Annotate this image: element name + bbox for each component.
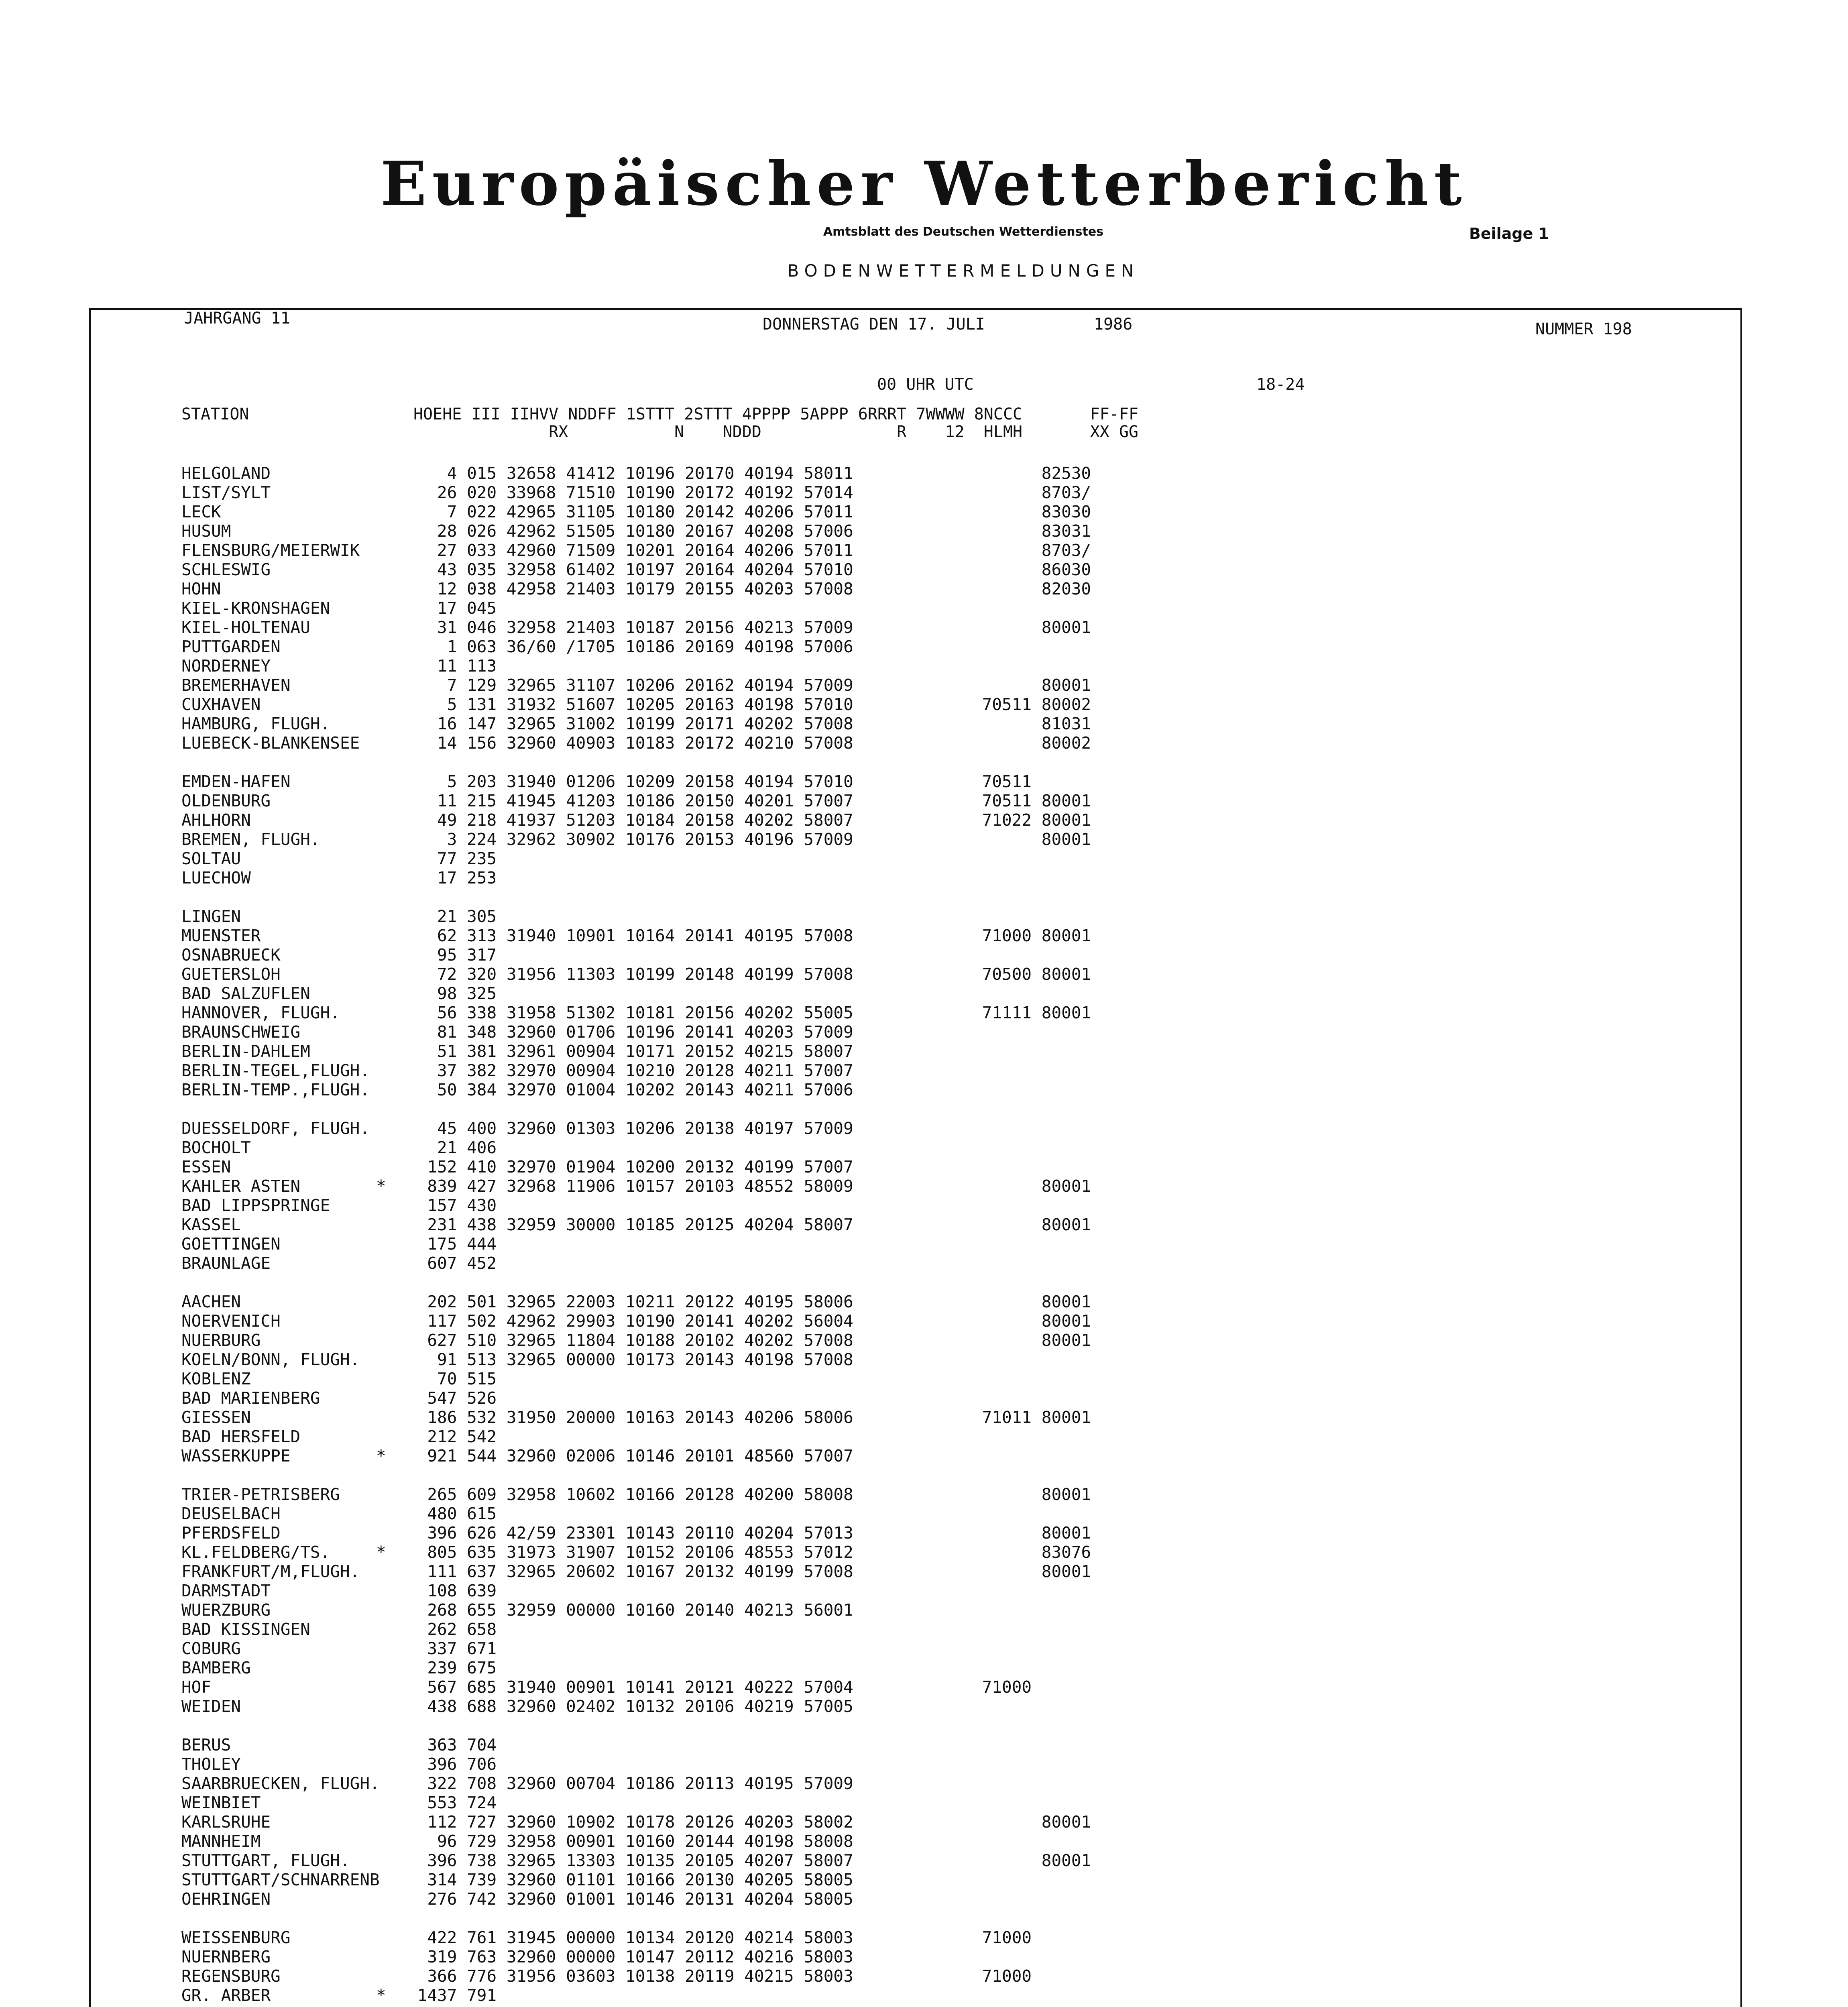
table-row — [181, 1600, 1546, 1620]
table-row — [181, 1177, 1546, 1196]
observation-codes: 547 526 — [407, 1388, 497, 1408]
observation-codes: 37 382 32970 00904 10210 20128 40211 57007 — [407, 1061, 853, 1080]
observation-codes: 21 406 — [407, 1138, 497, 1157]
station-name: KOELN/BONN, FLUGH. — [181, 1350, 360, 1369]
table-row — [181, 541, 1546, 560]
observation-codes: 72 320 31956 11303 10199 20148 40199 57008 70500 80001 — [407, 965, 1091, 984]
observation-codes: 95 317 — [407, 945, 497, 965]
table-row — [181, 579, 1546, 598]
station-name: AACHEN — [181, 1292, 241, 1311]
report-year: 1986 — [1094, 315, 1133, 334]
table-row — [181, 1928, 1546, 1947]
table-row — [181, 907, 1546, 926]
observation-codes: 14 156 32960 40903 10183 20172 40210 57008 80002 — [407, 733, 1091, 753]
table-row — [181, 1311, 1546, 1331]
station-name: FRANKFURT/M,FLUGH. — [181, 1562, 360, 1581]
observation-codes: 49 218 41937 51203 10184 20158 40202 58007 71022 80001 — [407, 810, 1091, 830]
station-name: HANNOVER, FLUGH. — [181, 1003, 340, 1022]
table-row — [181, 1947, 1546, 1966]
observation-codes: 396 706 — [407, 1755, 497, 1774]
station-name: BAD LIPPSPRINGE — [181, 1196, 330, 1215]
observation-codes: 108 639 — [407, 1581, 497, 1600]
column-subheaders: RX N NDDD R 12 HLMH XX GG — [181, 423, 1139, 441]
station-name: KIEL-KRONSHAGEN — [181, 598, 330, 618]
station-name: HUSUM — [181, 521, 231, 541]
station-name: TRIER-PETRISBERG — [181, 1485, 340, 1504]
station-name: MUENSTER — [181, 926, 261, 945]
observation-codes: 7 022 42965 31105 10180 20142 40206 57011 83030 — [407, 502, 1091, 521]
station-name: BAD HERSFELD — [181, 1427, 301, 1446]
column-headers: STATION HOEHE III IIHVV NDDFF 1STTT 2STTT 4PPPP 5APPP 6RRRT 7WWWW 8NCCC FF-FF — [181, 405, 1139, 423]
table-row — [181, 1504, 1546, 1523]
table-row — [181, 656, 1546, 676]
observation-codes: 7 129 32965 31107 10206 20162 40194 57009 80001 — [407, 676, 1091, 695]
station-name: GIESSEN — [181, 1408, 251, 1427]
station-name: KAHLER ASTEN — [181, 1177, 301, 1196]
observation-codes: 314 739 32960 01101 10166 20130 40205 58005 — [407, 1870, 853, 1889]
station-name: NUERBURG — [181, 1331, 261, 1350]
observation-codes: 98 325 — [407, 984, 497, 1003]
station-name: BREMERHAVEN — [181, 676, 291, 695]
observation-codes: 202 501 32965 22003 10211 20122 40195 58006 80001 — [407, 1292, 1091, 1311]
observation-codes: 265 609 32958 10602 10166 20128 40200 58008 80001 — [407, 1485, 1091, 1504]
station-name: KARLSRUHE — [181, 1812, 271, 1832]
table-row — [181, 1369, 1546, 1388]
observation-codes: 422 761 31945 00000 10134 20120 40214 58003 71000 — [407, 1928, 1032, 1947]
table-row — [181, 1408, 1546, 1427]
station-name: BAD KISSINGEN — [181, 1620, 310, 1639]
station-name: BAMBERG — [181, 1658, 251, 1677]
table-row — [181, 1562, 1546, 1581]
table-row — [181, 1215, 1546, 1234]
station-name: SAARBRUECKEN, FLUGH. — [181, 1774, 380, 1793]
observation-codes: 77 235 — [407, 849, 497, 868]
table-row — [181, 1292, 1546, 1311]
mountain-station-mark: * — [376, 1177, 386, 1196]
table-row — [181, 1793, 1546, 1812]
table-row — [181, 502, 1546, 521]
station-name: COBURG — [181, 1639, 241, 1658]
station-name: OEHRINGEN — [181, 1889, 271, 1909]
observation-codes: 627 510 32965 11804 10188 20102 40202 57008 80001 — [407, 1331, 1091, 1350]
table-row — [181, 1812, 1546, 1832]
observation-codes: 62 313 31940 10901 10164 20141 40195 57008 71000 80001 — [407, 926, 1091, 945]
table-row — [181, 1966, 1546, 1986]
station-name: HOF — [181, 1677, 212, 1697]
station-name: OLDENBURG — [181, 791, 271, 810]
table-row — [181, 676, 1546, 695]
station-name: STUTTGART/SCHNARRENB — [181, 1870, 380, 1889]
table-row — [181, 1446, 1546, 1466]
station-name: BRAUNSCHWEIG — [181, 1022, 301, 1042]
table-row — [181, 1986, 1546, 2005]
station-name: MANNHEIM — [181, 1832, 261, 1851]
observation-codes: 839 427 32968 11906 10157 20103 48552 58009 80001 — [407, 1177, 1091, 1196]
observation-codes: 96 729 32958 00901 10160 20144 40198 58008 — [407, 1832, 853, 1851]
table-row — [181, 733, 1546, 753]
observation-codes: 322 708 32960 00704 10186 20113 40195 57009 — [407, 1774, 853, 1793]
observation-codes: 363 704 — [407, 1735, 497, 1755]
station-name: WASSERKUPPE — [181, 1446, 291, 1466]
observation-codes: 553 724 — [407, 1793, 497, 1812]
observation-codes: 45 400 32960 01303 10206 20138 40197 57009 — [407, 1119, 853, 1138]
station-name: BERUS — [181, 1735, 231, 1755]
table-row — [181, 464, 1546, 483]
station-name: PUTTGARDEN — [181, 637, 281, 656]
observation-codes: 921 544 32960 02006 10146 20101 48560 57007 — [407, 1446, 853, 1466]
observation-codes: 5 203 31940 01206 10209 20158 40194 57010 70511 — [407, 772, 1032, 791]
station-name: NOERVENICH — [181, 1311, 281, 1331]
table-row — [181, 714, 1546, 733]
section-title: BODENWETTERMELDUNGEN — [787, 261, 1140, 281]
table-row — [181, 1523, 1546, 1543]
station-name: BRAUNLAGE — [181, 1254, 271, 1273]
observation-codes: 607 452 — [407, 1254, 497, 1273]
observation-codes: 111 637 32965 20602 10167 20132 40199 57008 80001 — [407, 1562, 1091, 1581]
table-row — [181, 1870, 1546, 1889]
report-date: DONNERSTAG DEN 17. JULI — [763, 315, 985, 334]
table-row — [181, 1832, 1546, 1851]
table-row — [181, 1735, 1546, 1755]
table-row — [181, 1331, 1546, 1350]
station-name: WEISSENBURG — [181, 1928, 291, 1947]
table-row — [181, 1620, 1546, 1639]
observation-codes: 186 532 31950 20000 10163 20143 40206 58006 71011 80001 — [407, 1408, 1091, 1427]
station-name: WEINBIET — [181, 1793, 261, 1812]
table-row — [181, 1061, 1546, 1080]
table-row — [181, 521, 1546, 541]
table-row — [181, 1388, 1546, 1408]
table-row — [181, 830, 1546, 849]
observation-codes: 262 658 — [407, 1620, 497, 1639]
table-row — [181, 772, 1546, 791]
observation-codes: 805 635 31973 31907 10152 20106 48553 57012 83076 — [407, 1543, 1091, 1562]
observation-codes: 438 688 32960 02402 10132 20106 40219 57005 — [407, 1697, 853, 1716]
station-name: AHLHORN — [181, 810, 251, 830]
station-name: GOETTINGEN — [181, 1234, 281, 1254]
table-row — [181, 1774, 1546, 1793]
table-row — [181, 1022, 1546, 1042]
station-name: FLENSBURG/MEIERWIK — [181, 541, 360, 560]
station-name: DUESSELDORF, FLUGH. — [181, 1119, 370, 1138]
station-name: CUXHAVEN — [181, 695, 261, 714]
table-row — [181, 1639, 1546, 1658]
station-name: HAMBURG, FLUGH. — [181, 714, 330, 733]
observation-codes: 11 113 — [407, 656, 497, 676]
observation-codes: 70 515 — [407, 1369, 497, 1388]
observation-codes: 396 626 42/59 23301 10143 20110 40204 57013 80001 — [407, 1523, 1091, 1543]
table-row — [181, 791, 1546, 810]
station-name: KL.FELDBERG/TS. — [181, 1543, 330, 1562]
table-row — [181, 1889, 1546, 1909]
observation-codes: 396 738 32965 13303 10135 20105 40207 58007 80001 — [407, 1851, 1091, 1870]
station-name: NORDERNEY — [181, 656, 271, 676]
table-row — [181, 1042, 1546, 1061]
table-row — [181, 1677, 1546, 1697]
station-name: THOLEY — [181, 1755, 241, 1774]
observation-codes: 28 026 42962 51505 10180 20167 40208 57006 83031 — [407, 521, 1091, 541]
table-row — [181, 1119, 1546, 1138]
station-name: LIST/SYLT — [181, 483, 271, 502]
observation-codes: 117 502 42962 29903 10190 20141 40202 56004 80001 — [407, 1311, 1091, 1331]
observation-codes: 175 444 — [407, 1234, 497, 1254]
table-row — [181, 1234, 1546, 1254]
station-name: DARMSTADT — [181, 1581, 271, 1600]
station-name: SOLTAU — [181, 849, 241, 868]
observation-codes: 4 015 32658 41412 10196 20170 40194 58011 82530 — [407, 464, 1091, 483]
station-name: ESSEN — [181, 1157, 231, 1177]
table-row — [181, 1543, 1546, 1562]
observation-codes: 319 763 32960 00000 10147 20112 40216 58003 — [407, 1947, 853, 1966]
station-name: KOBLENZ — [181, 1369, 251, 1388]
supplement-label: Beilage 1 — [1469, 225, 1549, 242]
table-row — [181, 926, 1546, 945]
table-row — [181, 1658, 1546, 1677]
table-row — [181, 868, 1546, 887]
mountain-station-mark: * — [376, 1446, 386, 1466]
table-row — [181, 1350, 1546, 1369]
station-name: GR. ARBER — [181, 1986, 271, 2005]
station-name: KIEL-HOLTENAU — [181, 618, 310, 637]
table-row — [181, 618, 1546, 637]
table-row — [181, 560, 1546, 579]
table-row — [181, 945, 1546, 965]
station-name: LUECHOW — [181, 868, 251, 887]
table-row — [181, 1581, 1546, 1600]
station-name: WEIDEN — [181, 1697, 241, 1716]
mountain-station-mark: * — [376, 1543, 386, 1562]
volume-label: JAHRGANG 11 — [184, 309, 290, 328]
observation-codes: 21 305 — [407, 907, 497, 926]
table-row — [181, 1851, 1546, 1870]
table-row — [181, 1080, 1546, 1099]
issue-number: NUMMER 198 — [1535, 320, 1632, 338]
station-name: HOHN — [181, 579, 221, 598]
observation-codes: 27 033 42960 71509 10201 20164 40206 57011 8703/ — [407, 541, 1091, 560]
observation-codes: 31 046 32958 21403 10187 20156 40213 57009 80001 — [407, 618, 1091, 637]
observation-codes: 152 410 32970 01904 10200 20132 40199 57007 — [407, 1157, 853, 1177]
station-name: LUEBECK-BLANKENSEE — [181, 733, 360, 753]
table-row — [181, 1254, 1546, 1273]
observation-codes: 268 655 32959 00000 10160 20140 40213 56001 — [407, 1600, 853, 1620]
table-row — [181, 1697, 1546, 1716]
station-table — [181, 464, 1546, 2007]
observation-codes: 239 675 — [407, 1658, 497, 1677]
station-name: EMDEN-HAFEN — [181, 772, 291, 791]
station-name: WUERZBURG — [181, 1600, 271, 1620]
station-name: BERLIN-TEMP.,FLUGH. — [181, 1080, 370, 1099]
publisher-subtitle: Amtsblatt des Deutschen Wetterdienstes — [823, 225, 1104, 239]
station-name: BAD SALZUFLEN — [181, 984, 310, 1003]
station-name: NUERNBERG — [181, 1947, 271, 1966]
station-name: BOCHOLT — [181, 1138, 251, 1157]
station-name: BERLIN-DAHLEM — [181, 1042, 310, 1061]
mountain-station-mark: * — [376, 1986, 386, 2005]
observation-codes: 17 045 — [407, 598, 497, 618]
station-name: REGENSBURG — [181, 1966, 281, 1986]
observation-codes: 26 020 33968 71510 10190 20172 40192 57014 8703/ — [407, 483, 1091, 502]
period-label: 18-24 — [1256, 375, 1305, 394]
observation-codes: 480 615 — [407, 1504, 497, 1523]
observation-codes: 12 038 42958 21403 10179 20155 40203 57008 82030 — [407, 579, 1091, 598]
observation-codes: 50 384 32970 01004 10202 20143 40211 57006 — [407, 1080, 853, 1099]
observation-codes: 337 671 — [407, 1639, 497, 1658]
table-row — [181, 1138, 1546, 1157]
station-name: OSNABRUECK — [181, 945, 281, 965]
station-name: SCHLESWIG — [181, 560, 271, 579]
station-name: DEUSELBACH — [181, 1504, 281, 1523]
station-name: LECK — [181, 502, 221, 521]
station-name: GUETERSLOH — [181, 965, 281, 984]
table-row — [181, 965, 1546, 984]
observation-codes: 212 542 — [407, 1427, 497, 1446]
station-name: BAD MARIENBERG — [181, 1388, 320, 1408]
table-row — [181, 849, 1546, 868]
observation-codes: 567 685 31940 00901 10141 20121 40222 57004 71000 — [407, 1677, 1032, 1697]
table-row — [181, 637, 1546, 656]
table-row — [181, 598, 1546, 618]
table-row — [181, 1427, 1546, 1446]
observation-codes: 56 338 31958 51302 10181 20156 40202 55005 71111 80001 — [407, 1003, 1091, 1022]
observation-codes: 91 513 32965 00000 10173 20143 40198 57008 — [407, 1350, 853, 1369]
observation-codes: 51 381 32961 00904 10171 20152 40215 58007 — [407, 1042, 853, 1061]
table-row — [181, 810, 1546, 830]
station-name: HELGOLAND — [181, 464, 271, 483]
station-name: LINGEN — [181, 907, 241, 926]
observation-codes: 11 215 41945 41203 10186 20150 40201 57007 70511 80001 — [407, 791, 1091, 810]
observation-codes: 16 147 32965 31002 10199 20171 40202 57008 81031 — [407, 714, 1091, 733]
observation-codes: 5 131 31932 51607 10205 20163 40198 57010 70511 80002 — [407, 695, 1091, 714]
table-row — [181, 483, 1546, 502]
station-name: STUTTGART, FLUGH. — [181, 1851, 350, 1870]
table-row — [181, 1196, 1546, 1215]
station-name: BERLIN-TEGEL,FLUGH. — [181, 1061, 370, 1080]
observation-codes: 1437 791 — [407, 1986, 497, 2005]
table-row — [181, 1755, 1546, 1774]
observation-codes: 276 742 32960 01001 10146 20131 40204 58005 — [407, 1889, 853, 1909]
table-row — [181, 1485, 1546, 1504]
station-name: BREMEN, FLUGH. — [181, 830, 320, 849]
observation-codes: 17 253 — [407, 868, 497, 887]
observation-codes: 81 348 32960 01706 10196 20141 40203 57009 — [407, 1022, 853, 1042]
station-name: KASSEL — [181, 1215, 241, 1234]
station-name: PFERDSFELD — [181, 1523, 281, 1543]
table-row — [181, 1157, 1546, 1177]
observation-codes: 3 224 32962 30902 10176 20153 40196 57009 80001 — [407, 830, 1091, 849]
observation-codes: 112 727 32960 10902 10178 20126 40203 58002 80001 — [407, 1812, 1091, 1832]
observation-codes: 366 776 31956 03603 10138 20119 40215 58003 71000 — [407, 1966, 1032, 1986]
observation-codes: 43 035 32958 61402 10197 20164 40204 57010 86030 — [407, 560, 1091, 579]
observation-time: 00 UHR UTC — [877, 375, 974, 394]
table-row — [181, 984, 1546, 1003]
page-title: Europäischer Wetterbericht — [381, 149, 1467, 219]
observation-codes: 1 063 36/60 /1705 10186 20169 40198 57006 — [407, 637, 853, 656]
table-row — [181, 1003, 1546, 1022]
observation-codes: 157 430 — [407, 1196, 497, 1215]
table-row — [181, 695, 1546, 714]
observation-codes: 231 438 32959 30000 10185 20125 40204 58007 80001 — [407, 1215, 1091, 1234]
